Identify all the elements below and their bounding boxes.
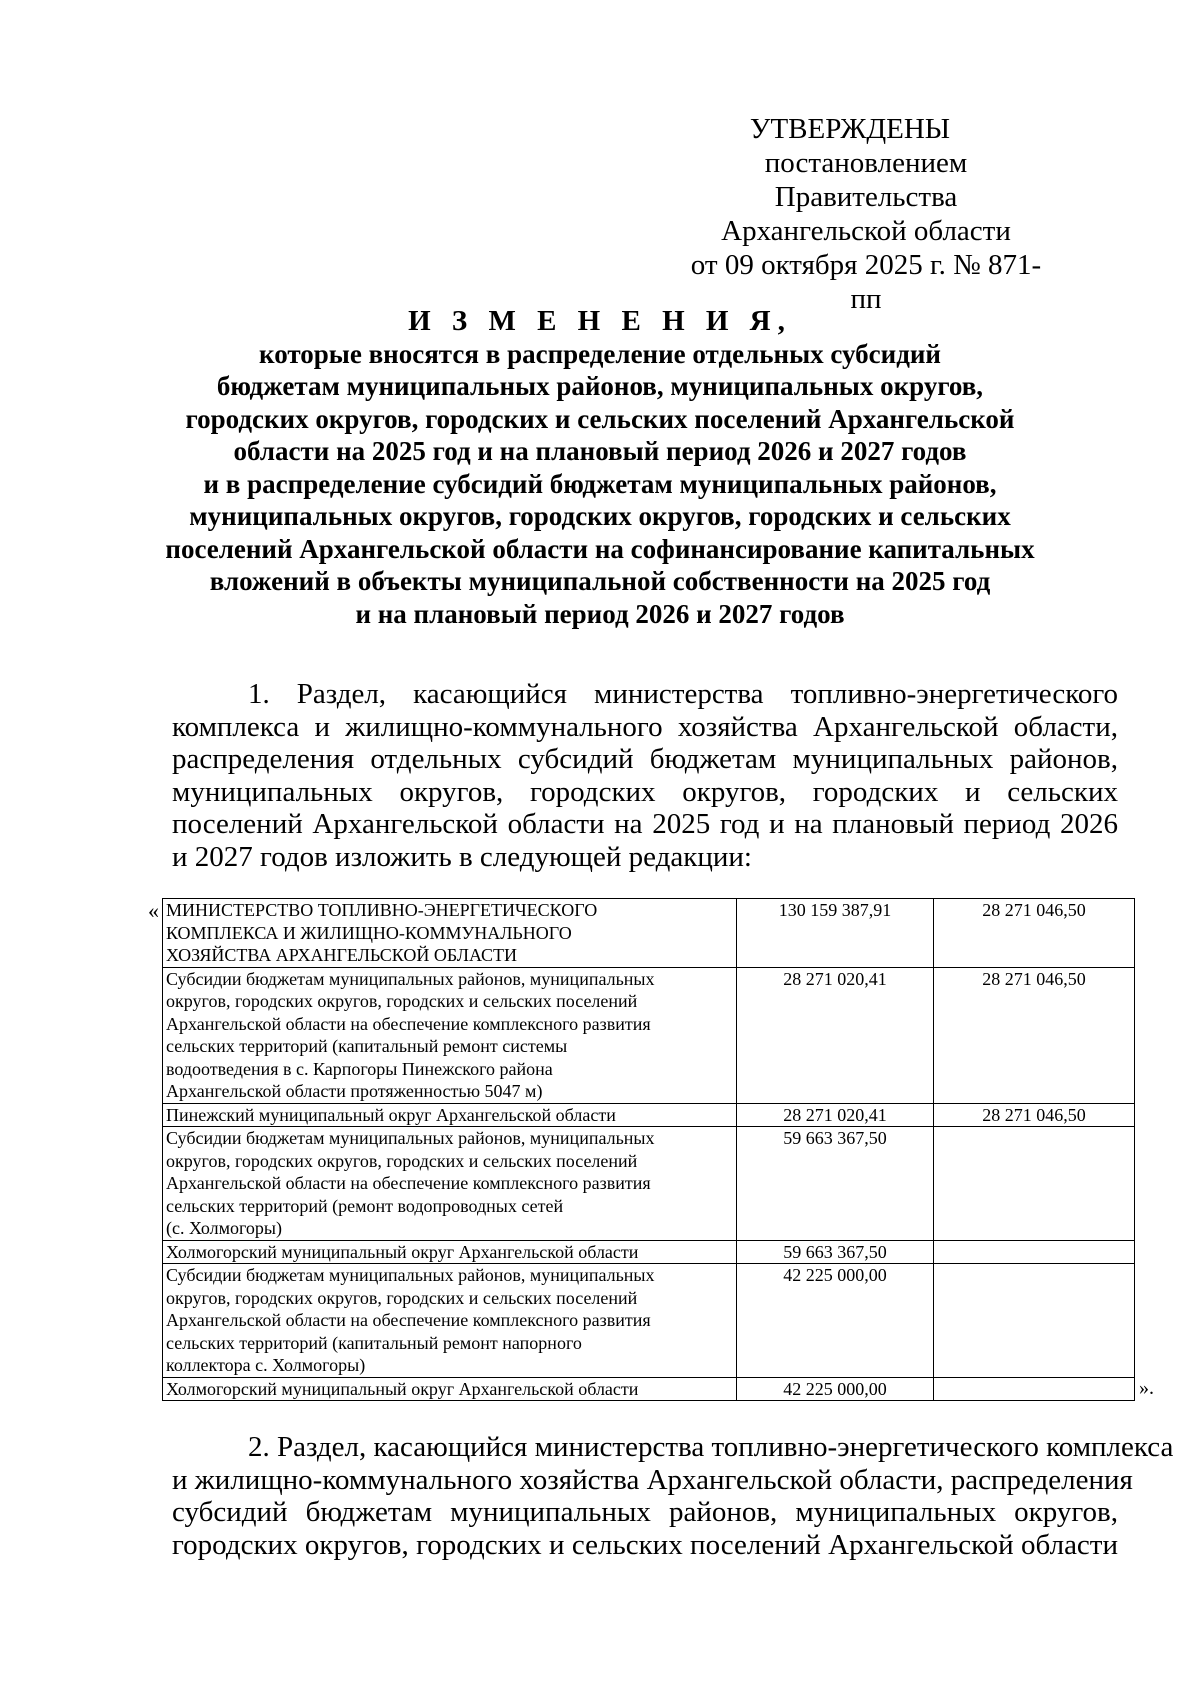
row-name-line: Субсидии бюджетам муниципальных районов, муниципальных [166,968,655,989]
table-row [163,1377,1135,1401]
row-name-line: Пинежский муниципальный округ Архангельской области [166,1104,616,1125]
row-name-cell [163,1240,737,1264]
title-line: городских округов, городских и сельских поселений Архангельской [185,403,1015,434]
table-row [163,1240,1135,1264]
row-name-line: округов, городских округов, городских и сельских поселений [166,1287,638,1308]
row-name-line: водоотведения в с. Карпогоры Пинежского района [166,1058,553,1079]
row-name-line: Архангельской области на обеспечение комплексного развития [166,1013,651,1034]
approval-date-number: от 09 октября 2025 г. № 871-пп [690,249,1042,315]
paragraph-1 [172,678,1118,873]
row-name-line: округов, городских округов, городских и сельских поселений [166,1150,638,1171]
row-name-line: КОМПЛЕКСА И ЖИЛИЩНО-КОММУНАЛЬНОГО [166,922,572,943]
row-name-cell [163,1264,737,1378]
title-line: и на плановый период 2026 и 2027 годов [355,598,845,629]
subsidy-table [162,898,1135,1401]
row-value-2025: 28 271 020,41 [737,967,934,1103]
row-value-2026 [934,1127,1135,1241]
table-row [163,1264,1135,1378]
row-value-2026: 28 271 046,50 [934,899,1135,968]
document-title [150,305,1050,630]
paragraph-line: и 2027 годов изложить в следующей редакции: [172,840,752,873]
approval-block [0,112,1042,316]
row-name-cell [163,1377,737,1401]
paragraph-line: 2. Раздел, касающийся министерства топливно-энергетического комплекса [248,1431,1174,1463]
row-name-line: Холмогорский муниципальный округ Архангельской области [166,1241,639,1262]
table-row [163,1127,1135,1241]
title-line: поселений Архангельской области на софинансирование капитальных [165,533,1035,564]
row-value-2025: 28 271 020,41 [737,1103,934,1127]
closing-quote: ». [1139,1377,1154,1399]
title-line: и в распределение субсидий бюджетам муниципальных районов, [203,468,997,499]
row-name-line: Архангельской области на обеспечение комплексного развития [166,1310,651,1330]
table-row [163,1103,1135,1127]
paragraph-line: комплекса и жилищно-коммунального хозяйства Архангельской области, [172,710,1118,743]
row-name-cell [163,1103,737,1127]
paragraph-line: городских округов, городских и сельских поселений Архангельской области [172,1528,1118,1561]
table-body [163,899,1135,1401]
row-value-2026 [934,1240,1135,1264]
approval-line: постановлением Правительства [764,147,968,213]
row-name-line: МИНИСТЕРСТВО ТОПЛИВНО-ЭНЕРГЕТИЧЕСКОГО [166,900,598,920]
row-name-line: коллектора с. Холмогоры) [166,1355,366,1375]
row-name-line: Архангельской области на обеспечение комплексного развития [166,1173,651,1193]
paragraph-line: 1. Раздел, касающийся министерства топливно-энергетического [248,678,1118,710]
paragraph-line: и жилищно-коммунального хозяйства Архангельской области, распределения [172,1463,1133,1496]
row-value-2026 [934,1377,1135,1401]
row-name-line: Субсидии бюджетам муниципальных районов, муниципальных [166,1128,655,1148]
row-value-2025: 42 225 000,00 [737,1377,934,1401]
approval-heading: УТВЕРЖДЕНЫ [749,113,951,145]
row-value-2025: 59 663 367,50 [737,1127,934,1241]
table-row [163,899,1135,968]
title-line: вложений в объекты муниципальной собственности на 2025 год [209,566,991,596]
row-value-2025: 59 663 367,50 [737,1240,934,1264]
row-name-line: округов, городских округов, городских и сельских поселений [166,991,638,1011]
title-line: области на 2025 год и на плановый период 2026 и 2027 годов [233,436,967,466]
title-line: которые вносятся в распределение отдельных субсидий [259,338,941,369]
row-name-line: Субсидии бюджетам муниципальных районов, муниципальных [166,1265,655,1285]
paragraph-line: поселений Архангельской области на 2025 год и на плановый период 2026 [172,808,1118,840]
title-line: бюджетам муниципальных районов, муниципальных округов, [216,371,984,401]
opening-quote: « [148,898,159,923]
title-line: муниципальных округов, городских округов, городских и сельских [189,501,1011,531]
row-value-2026: 28 271 046,50 [934,1103,1135,1127]
row-name-line: сельских территорий (ремонт водопроводных сетей [166,1195,564,1216]
row-value-2025: 130 159 387,91 [737,899,934,968]
title-heading: И З М Е Н Е Н И Я, [408,305,792,337]
paragraph-line: муниципальных округов, городских округов, городских и сельских [172,775,1118,808]
paragraph-line: субсидий бюджетам муниципальных районов, муниципальных округов, [172,1496,1118,1528]
table-row [163,967,1135,1103]
row-name-line: ХОЗЯЙСТВА АРХАНГЕЛЬСКОЙ ОБЛАСТИ [166,945,518,965]
row-name-cell [163,967,737,1103]
row-name-line: (с. Холмогоры) [166,1218,283,1238]
row-name-cell [163,1127,737,1241]
paragraph-2 [172,1431,1174,1561]
row-name-line: сельских территорий (капитальный ремонт напорного [166,1332,582,1353]
row-name-line: Архангельской области протяженностью 5047 м) [166,1081,543,1101]
row-name-line: Холмогорский муниципальный округ Архангельской области [166,1378,639,1399]
paragraph-line: распределения отдельных субсидий бюджетам муниципальных районов, [172,743,1118,775]
row-value-2026: 28 271 046,50 [934,967,1135,1103]
row-value-2026 [934,1264,1135,1378]
row-value-2025: 42 225 000,00 [737,1264,934,1378]
row-name-cell [163,899,737,968]
row-name-line: сельских территорий (капитальный ремонт системы [166,1036,568,1056]
approval-line: Архангельской области [721,215,1011,247]
